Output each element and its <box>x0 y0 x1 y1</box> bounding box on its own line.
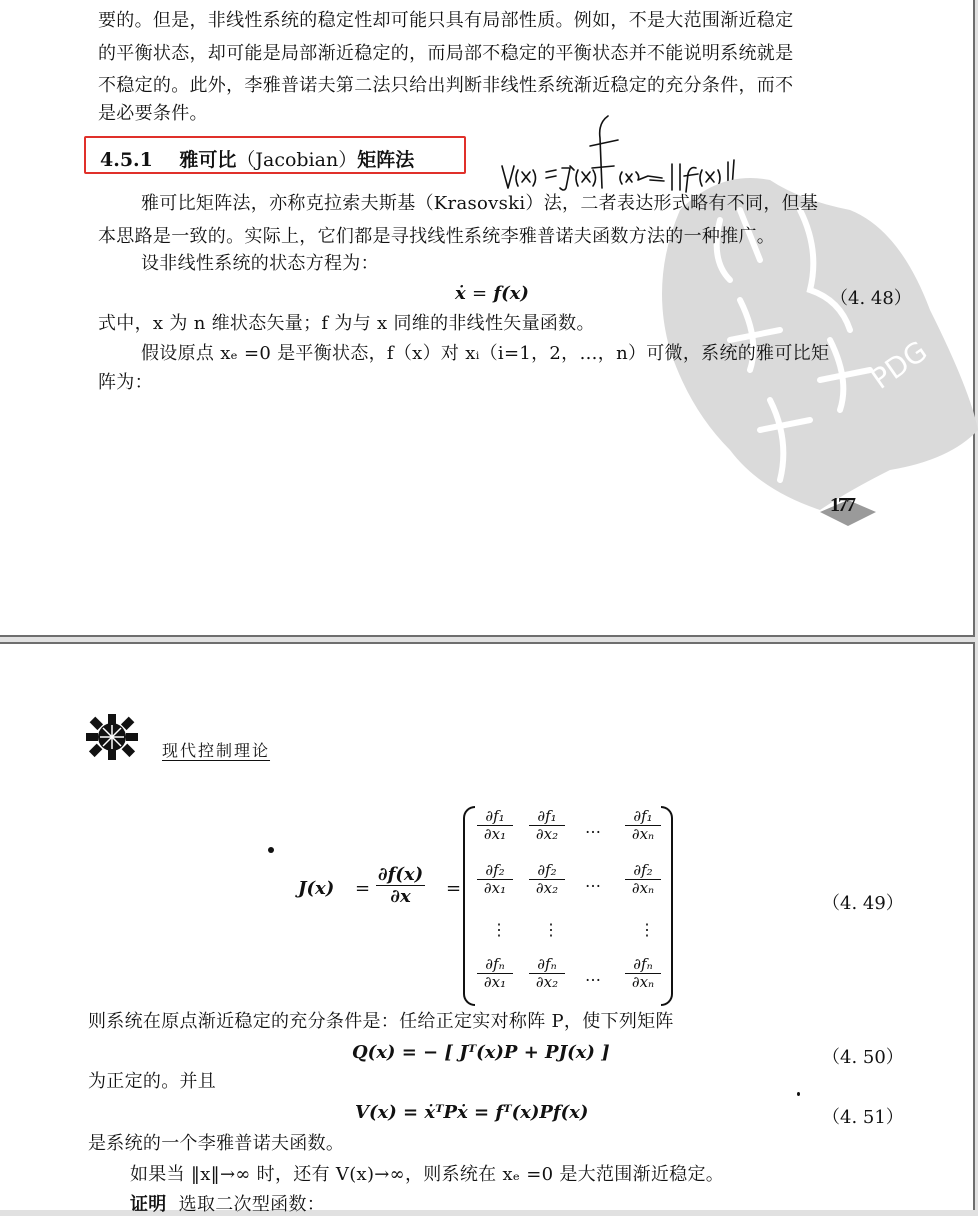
matrix-cell: $\frac{\text{∂fₙ}}{\text{∂xₙ}}$ <box>625 956 661 991</box>
paragraph-line: 阵为： <box>98 372 153 393</box>
matrix-cell: $\frac{\text{∂f₁}}{\text{∂xₙ}}$ <box>625 808 661 843</box>
paragraph-line: 则系统在原点渐近稳定的充分条件是：任给正定实对称阵 P，使下列矩阵 <box>88 1011 674 1032</box>
section-number: 4.5.1 <box>100 149 153 171</box>
section-title-end: 矩阵法 <box>357 149 415 171</box>
matrix-cell: $\frac{\text{∂f₁}}{\text{∂x₁}}$ <box>477 808 513 843</box>
paragraph-line: 要的。但是，非线性系统的稳定性却可能只具有局部性质。例如，不是大范围渐近稳定 <box>98 10 794 31</box>
equation-4-50: Q(x) = − [ Jᵀ(x)P + PJ(x) ] <box>352 1042 610 1063</box>
section-title-cn: 雅可比 <box>179 149 237 171</box>
paragraph-line: 式中，x 为 n 维状态矢量；f 为与 x 同维的非线性矢量函数。 <box>98 313 595 334</box>
cut-off-line <box>98 0 104 10</box>
book-logo-icon <box>84 712 140 762</box>
scan-speck <box>268 847 274 853</box>
equation-number: （4. 49） <box>822 893 904 914</box>
paragraph-line: 雅可比矩阵法，亦称克拉索夫斯基（Krasovski）法，二者表达形式略有不同，但基 <box>141 193 819 214</box>
paragraph-line <box>130 1194 325 1216</box>
paragraph-line: 是系统的一个李雅普诺夫函数。 <box>88 1133 345 1154</box>
page-number: 177 <box>818 490 878 535</box>
paragraph-line: 不稳定的。此外，李雅普诺夫第二法只给出判断非线性系统渐近稳定的充分条件，而不 <box>98 75 794 96</box>
matrix-cell: $\frac{\text{∂fₙ}}{\text{∂x₁}}$ <box>477 956 513 991</box>
section-heading <box>100 145 414 172</box>
equals-sign: = <box>446 878 462 899</box>
paragraph-line: 为正定的。并且 <box>88 1071 217 1092</box>
right-paren <box>661 806 673 1006</box>
matrix-cell: $\frac{\text{∂f₂}}{\text{∂xₙ}}$ <box>625 862 661 897</box>
equation-number: （4. 50） <box>822 1047 904 1068</box>
paragraph-line: 假设原点 xₑ =0 是平衡状态，f（x）对 xᵢ（i=1，2，…，n）可微，系统的雅可比矩 <box>141 343 830 364</box>
matrix-cell: $\frac{\text{∂f₁}}{\text{∂x₂}}$ <box>529 808 565 843</box>
matrix-cell: $\frac{\text{∂f₂}}{\text{∂x₁}}$ <box>477 862 513 897</box>
matrix-cell: $\frac{\text{∂fₙ}}{\text{∂x₂}}$ <box>529 956 565 991</box>
paragraph-line: 的平衡状态，却可能是局部渐近稳定的，而局部不稳定的平衡状态并不能说明系统就是 <box>98 43 794 64</box>
left-paren <box>463 806 475 1006</box>
section-title-en: （Jacobian） <box>236 149 358 171</box>
running-header-title: 现代控制理论 <box>162 741 271 760</box>
section-heading-highlight <box>84 136 466 174</box>
matrix-vdots: ⋮ <box>639 920 655 939</box>
document-page-178 <box>0 642 975 1215</box>
paragraph-line: 本思路是一致的。实际上，它们都是寻找线性系统李雅普诺夫函数方法的一种推广。 <box>98 226 776 247</box>
equation-4-51: V(x) = ẋᵀPẋ = fᵀ(x)Pf(x) <box>355 1102 589 1123</box>
matrix-ellipsis: … <box>585 818 601 837</box>
proof-text: 选取二次型函数： <box>178 1194 326 1215</box>
matrix-vdots: ⋮ <box>491 920 507 939</box>
equation-4-49-lhs: J(x) <box>298 878 335 899</box>
matrix-cell: $\frac{\text{∂f₂}}{\text{∂x₂}}$ <box>529 862 565 897</box>
paragraph-line: 设非线性系统的状态方程为： <box>141 253 379 274</box>
equation-number: （4. 51） <box>822 1107 904 1128</box>
matrix-ellipsis: … <box>585 966 601 985</box>
proof-label: 证明 <box>130 1194 167 1215</box>
paragraph-line: 是必要条件。 <box>98 103 208 124</box>
paragraph-line: 如果当 ‖x‖→∞ 时，还有 V(x)→∞，则系统在 xₑ =0 是大范围渐近稳定。 <box>130 1164 725 1185</box>
jacobian-fraction: $\frac{\partial f(x)}{\partial x}$ <box>378 864 424 907</box>
scan-speck <box>797 1092 800 1096</box>
equals-sign: = <box>355 878 371 899</box>
equation-number: （4. 48） <box>830 288 912 309</box>
jacobian-matrix <box>463 806 673 1006</box>
matrix-vdots: ⋮ <box>543 920 559 939</box>
matrix-ellipsis: … <box>585 872 601 891</box>
equation-4-48: ẋ = f(x) <box>455 283 529 304</box>
watermark-text: PDG <box>865 334 934 396</box>
